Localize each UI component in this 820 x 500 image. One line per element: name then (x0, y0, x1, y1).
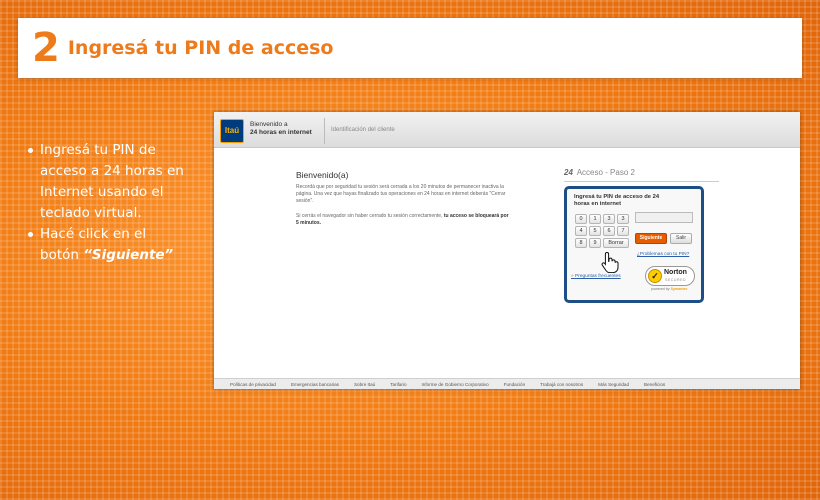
access-step-title (564, 168, 719, 182)
footer-link-about[interactable]: Sobre Itaú (353, 381, 376, 387)
site-header (214, 112, 800, 148)
instruction-next-label: “Siguiente” (83, 247, 174, 263)
browser-screenshot (214, 112, 800, 389)
step-number: 2 (32, 25, 60, 71)
keypad-key-3b[interactable]: 3 (617, 214, 629, 224)
close-notice-text: Si cerrás el navegador sin haber cerrado tu sesión correctamente, (296, 213, 444, 219)
session-notice: Recordá que por seguridad tu sesión será cerrada a los 20 minutos de permanecer inactiva la página. Una vez que hayas finalizado tus operaciones en 24 horas en internet deberás "Cerrar sesión". (296, 184, 506, 204)
pin-label: Ingresá tu PIN de acceso de 24 horas en internet (574, 194, 660, 207)
pin-login-box (564, 186, 704, 303)
virtual-keypad (575, 214, 635, 248)
keypad-key-9[interactable]: 9 (589, 238, 601, 248)
browser-close-notice (296, 213, 510, 227)
welcome-block (250, 121, 312, 137)
exit-button[interactable]: Salir (670, 233, 692, 244)
norton-powered-prefix: powered by (651, 287, 671, 291)
keypad-key-6[interactable]: 6 (603, 226, 615, 236)
close-notice-bold: tu acceso se bloqueará por 5 minutos. (296, 213, 509, 226)
norton-seal[interactable] (645, 266, 695, 294)
welcome-line-2: 24 horas en internet (250, 129, 312, 136)
norton-powered-brand: Symantec (670, 287, 688, 291)
norton-powered-by (651, 287, 688, 291)
norton-name: Norton (664, 269, 687, 276)
footer-link-careers[interactable]: Trabajá con nosotros (540, 381, 584, 387)
itau-logo[interactable]: Itaú (220, 119, 244, 143)
instruction-text-pin: Ingresá tu PIN de acceso a 24 horas en Internet usando el teclado virtual. (40, 142, 184, 221)
footer-link-fees[interactable]: Tarifario (390, 381, 407, 387)
instruction-text-next: Hacé click en el botón (40, 226, 147, 263)
greeting-heading: Bienvenido(a) (296, 170, 349, 180)
instruction-item-pin (28, 140, 188, 224)
footer-link-security[interactable]: Más Seguridad (598, 381, 630, 387)
keypad-key-5[interactable]: 5 (589, 226, 601, 236)
access-24-mark: 24 (564, 168, 573, 177)
instructions-list (28, 140, 188, 266)
next-button[interactable]: Siguiente (635, 233, 667, 244)
pin-input[interactable] (635, 212, 693, 223)
header-divider (324, 118, 325, 144)
step-title: Ingresá tu PIN de acceso (67, 37, 334, 59)
keypad-key-4[interactable]: 4 (575, 226, 587, 236)
instruction-item-next (28, 224, 188, 266)
site-footer (214, 378, 800, 389)
keypad-clear-button[interactable]: Borrar (603, 238, 629, 248)
pin-problems-link[interactable]: ¿Problemas con tu PIN? (637, 252, 690, 257)
footer-link-governance[interactable]: Informe de Gobierno Corporativo (421, 381, 489, 387)
footer-link-foundation[interactable]: Fundación (503, 381, 526, 387)
welcome-line-1: Bienvenido a (250, 121, 288, 128)
step-banner (18, 18, 802, 78)
check-icon: ✓ (648, 269, 662, 283)
norton-badge (645, 266, 695, 286)
keypad-key-8[interactable]: 8 (575, 238, 587, 248)
keypad-key-0[interactable]: 0 (575, 214, 587, 224)
footer-link-emergencies[interactable]: Emergencias bancarias (290, 381, 339, 387)
keypad-key-3a[interactable]: 3 (603, 214, 615, 224)
header-section-title: Identificación del cliente (331, 127, 395, 133)
keypad-key-1[interactable]: 1 (589, 214, 601, 224)
keypad-key-7[interactable]: 7 (617, 226, 629, 236)
norton-secured: SECURED (665, 278, 687, 282)
footer-link-benefits[interactable]: Beneficios (644, 381, 666, 387)
hand-pointer-icon (600, 251, 620, 273)
footer-link-privacy[interactable]: Políticas de privacidad (230, 381, 276, 387)
faq-link[interactable]: » Preguntas frecuentes (571, 274, 621, 279)
access-step-label: Acceso - Paso 2 (576, 168, 635, 177)
